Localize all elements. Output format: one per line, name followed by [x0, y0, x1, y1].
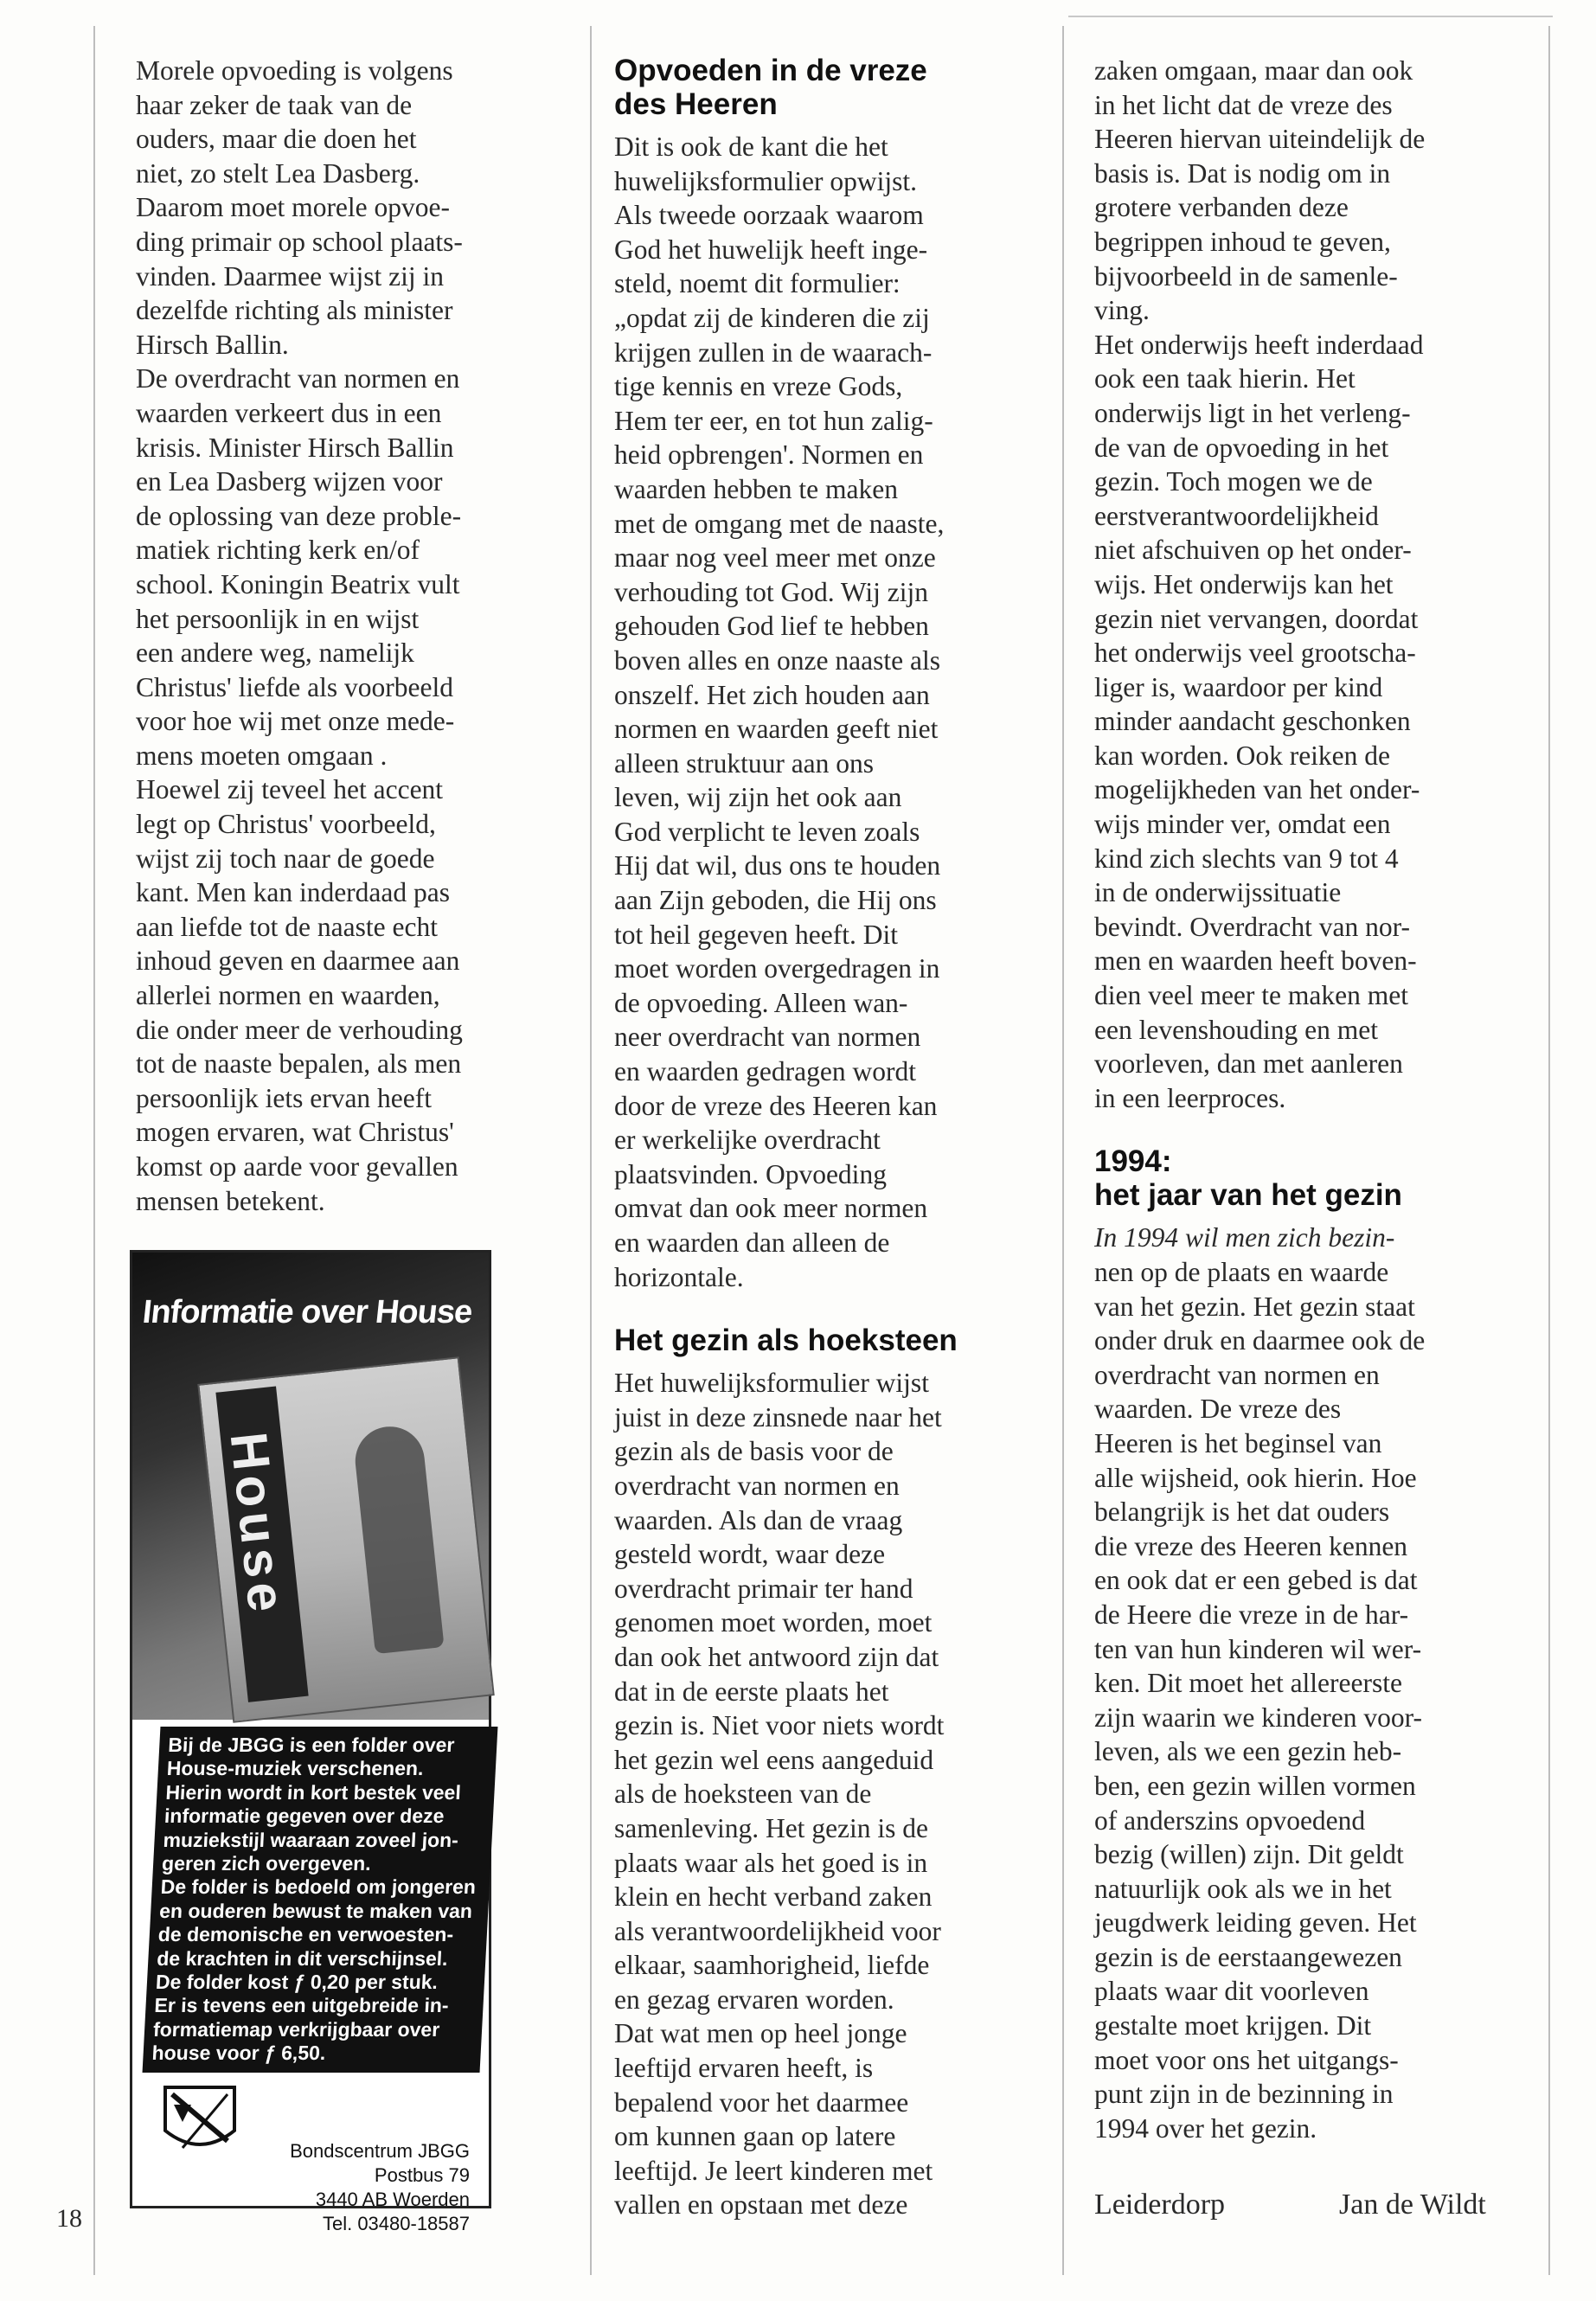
right-margin-rule	[1548, 26, 1550, 2275]
col3-body-1: zaken omgaan, maar dan ook in het licht dat de vreze des Heeren hiervan uiteindelijk de basis is. Dat is nodig om in grotere verbanden deze begrippen inhoud te geven, bijvoorbeeld in de samenle- ving. Het onderwijs heeft inderdaad ook een taak hierin. Het onderwijs ligt in het verleng- de van de opvoeding in het gezin. Toch mogen we de eerstverantwoordelijkheid niet afschuiven op het onder- wijs. Het onderwijs kan het gezin niet vervangen, doordat het onderwijs veel grootscha- liger is, waardoor per kind minder aandacht geschonken kan worden. Ook reiken de mogelijkheden van het onder- wijs minder ver, omdat een kind zich slechts van 9 tot 4 in de onderwijssituatie bevindt. Overdracht van nor- men en waarden heeft boven- dien veel meer te maken met een levenshouding en met voorleven, dan met aanleren in een leerproces.	[1094, 55, 1426, 1113]
heading-1994: 1994: het jaar van het gezin	[1094, 1144, 1402, 1213]
col2-body-1: Dit is ook de kant die het huwelijksformulier opwijst. Als tweede oorzaak waarom God het huwelijk heeft inge- steld, noemt dit formulier: „opdat zij de kinderen die zij krijgen zullen in de waarach- tige kennis en vreze Gods, Hem ter eer, en tot hun zalig- heid opbrengen'. Normen en waarden hebben te maken met de omgang met de naaste, maar nog veel meer met onze verhouding tot God. Wij zijn gehouden God lief te hebben boven alles en onze naaste als onszelf. Het zich houden aan normen en waarden geeft niet alleen struktuur aan ons leven, wij zijn het ook aan God verplicht te leven zoals Hij dat wil, dus ons te houden aan Zijn geboden, die Hij ons tot heil gegeven heeft. Dit moet worden overgedragen in de opvoeding. Alleen wan- neer overdracht van normen en waarden gedragen wordt door de vreze des Heeren kan er werkelijke overdracht plaatsvinden. Opvoeding omvat dan ook meer normen en waarden dan alleen de horizontale.	[614, 131, 945, 1292]
col1-body: Morele opvoeding is volgens haar zeker de taak van de ouders, maar die doen het niet, zo stelt Lea Dasberg. Daarom moet morele opvoe- ding primair op school plaats- vinden. Daarmee wijst zij in dezelfde richting als minister Hirsch Ballin. De overdracht van normen en waarden verkeert dus in een krisis. Minister Hirsch Ballin en Lea Dasberg wijzen voor de oplossing van deze proble- matiek richting kerk en/of school. Koningin Beatrix vult het persoonlijk in en wijst een andere weg, namelijk Christus' liefde als voorbeeld voor hoe wij met onze mede- mens moeten omgaan . Hoewel zij teveel het accent legt op Christus' voorbeeld, wijst zij toch naar de goede kant. Men kan inderdaad pas aan liefde tot de naaste echt inhoud geven en daarmee aan allerlei normen en waarden, die onder meer de verhouding tot de naaste bepalen, als men persoonlijk iets ervan heeft mogen ervaren, wat Christus' komst op aarde voor gevallen mensen betekent.	[136, 55, 463, 1216]
jbgg-logo-icon	[148, 2061, 252, 2165]
column-1	[136, 54, 568, 1218]
heading-gezin-hoeksteen: Het gezin als hoeksteen	[614, 1324, 958, 1358]
column-2	[614, 54, 1047, 2222]
ad-book-image	[197, 1356, 495, 1723]
ad-title: Informatie over House	[140, 1294, 474, 1330]
column-divider-2	[1062, 26, 1064, 2275]
ad-body: Bij de JBGG is een folder over House-muziek verschenen. Hierin wordt in kort bestek veel informatie gegeven over deze muziekstijl waaraan zoveel jon- geren zich overgeven. De folder is bedoeld om jongeren en ouderen bewust te maken van de demonische en verwoesten- de krachten in dit verschijnsel. De folder kost ƒ 0,20 per stuk. Er is tevens een uitgebreide in- formatiemap verkrijgbaar over house voor ƒ 6,50.	[143, 1727, 498, 2073]
left-margin-rule	[93, 26, 95, 2275]
ad-photo-area	[132, 1253, 489, 1720]
heading-opvoeden: Opvoeden in de vreze des Heeren	[614, 54, 927, 121]
col3-italic-lead: In 1994 wil men zich bezin-	[1094, 1222, 1395, 1253]
figure-silhouette	[352, 1423, 445, 1654]
column-divider-1	[590, 26, 592, 2275]
signature-place: Leiderdorp	[1094, 2189, 1226, 2221]
page-number: 18	[56, 2204, 82, 2233]
col3-body-2: nen op de plaats en waarde van het gezin. Het gezin staat onder druk en daarmee ook de overdracht van normen en waarden. De vreze des Heeren is het beginsel van alle wijsheid, ook hierin. Hoe belangrijk is het dat ouders die vreze des Heeren kennen en ook dat er een gebed is dat de Heere die vreze in de har- ten van hun kinderen wil wer- ken. Dit moet het allereerste zijn waarin we kinderen voor- leven, als we een gezin heb- ben, een gezin willen vormen of anderszins opvoedend bezig (willen) zijn. Dit geldt natuurlijk ook als we in het jeugdwerk leiding geven. Het gezin is de eerstaangewezen plaats waar dit voorleven gestalte moet krijgen. Dit moet voor ons het uitgangs- punt zijn in de bezinning in 1994 over het gezin.	[1094, 1257, 1426, 2144]
col2-body-2: Het huwelijksformulier wijst juist in deze zinsnede naar het gezin als de basis voor de overdracht van normen en waarden. Als dan de vraag gesteld wordt, waar deze overdracht primair ter hand genomen moet worden, moet dan ook het antwoord zijn dat dat in de eerste plaats het gezin is. Niet voor niets wordt het gezin wel eens aangeduid als de hoeksteen van de samenleving. Het gezin is de plaats waar als het goed is in klein en hecht verband zaken als verantwoordelijkheid voor elkaar, saamhorigheid, liefde en gezag ervaren worden. Dat wat men op heel jonge leeftijd ervaren heeft, is bepalend voor het daarmee om kunnen gaan op latere leeftijd. Je leert kinderen met vallen en opstaan met deze	[614, 1368, 945, 2221]
top-rule	[1068, 16, 1553, 17]
book-cover-word: House	[219, 1429, 297, 1619]
ad-address: Bondscentrum JBGG Postbus 79 3440 AB Woerden Tel. 03480-18587	[290, 2140, 470, 2234]
house-info-advertisement	[130, 1250, 491, 2234]
column-3	[1094, 54, 1535, 2145]
signature-author: Jan de Wildt	[1339, 2189, 1486, 2221]
